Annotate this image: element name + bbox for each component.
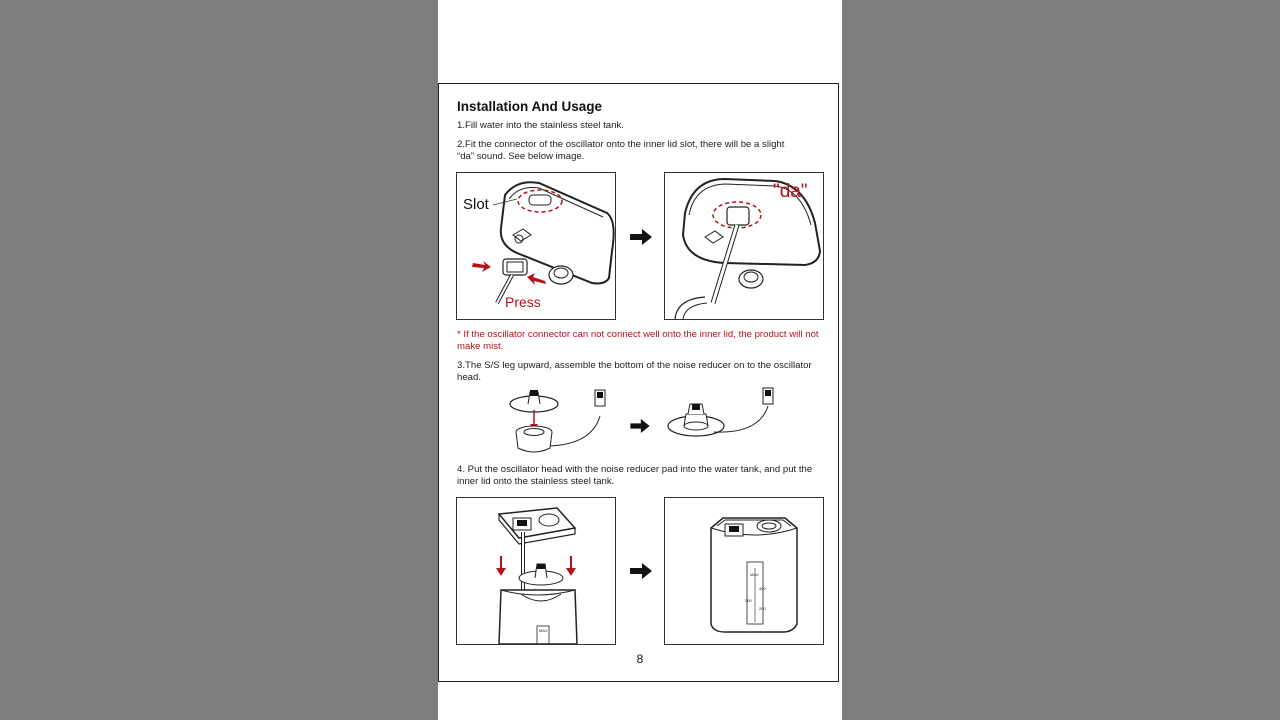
step-4-text: 4. Put the oscillator head with the noise reducer pad into the water tank, and put the inner lid onto the stainless steel tank. xyxy=(457,464,813,487)
illustration-slot-press xyxy=(456,172,616,320)
arrow-right-icon xyxy=(630,229,652,245)
oscillator-noise-reducer-after xyxy=(664,386,779,446)
tank-max-mark: MAX xyxy=(750,572,759,577)
step-1-text: 1.Fill water into the stainless steel tank. xyxy=(457,120,624,131)
illustration-lid-into-tank xyxy=(456,497,616,645)
arrow-right-icon xyxy=(629,419,651,433)
illustration-da-sound xyxy=(664,172,824,320)
page-frame-edge xyxy=(838,83,839,681)
tank-mid-mark-1: 400 xyxy=(759,586,766,591)
arrow-right-icon xyxy=(630,563,652,579)
page-number: 8 xyxy=(636,652,644,666)
tank-low-mark: 200 xyxy=(759,606,766,611)
tank-mid-mark-2: 300 xyxy=(745,598,752,603)
manual-page xyxy=(438,0,842,720)
illustration-assembled-tank xyxy=(664,497,824,645)
warning-text: * If the oscillator connector can not connect well onto the inner lid, the product will not make mist. xyxy=(457,329,819,352)
oscillator-noise-reducer-before xyxy=(502,386,612,456)
press-label: Press xyxy=(505,294,541,310)
page-title: Installation And Usage xyxy=(457,99,603,114)
tank-max-mark: MAX xyxy=(539,628,548,633)
step-2-text: 2.Fit the connector of the oscillator onto the inner lid slot, there will be a slight “da” sound. See below image. xyxy=(457,139,785,162)
slot-label: Slot xyxy=(463,196,489,213)
step-3-text: 3.The S/S leg upward, assemble the bottom of the noise reducer on to the oscillator head. xyxy=(457,360,812,383)
da-label: "da" xyxy=(773,181,808,202)
